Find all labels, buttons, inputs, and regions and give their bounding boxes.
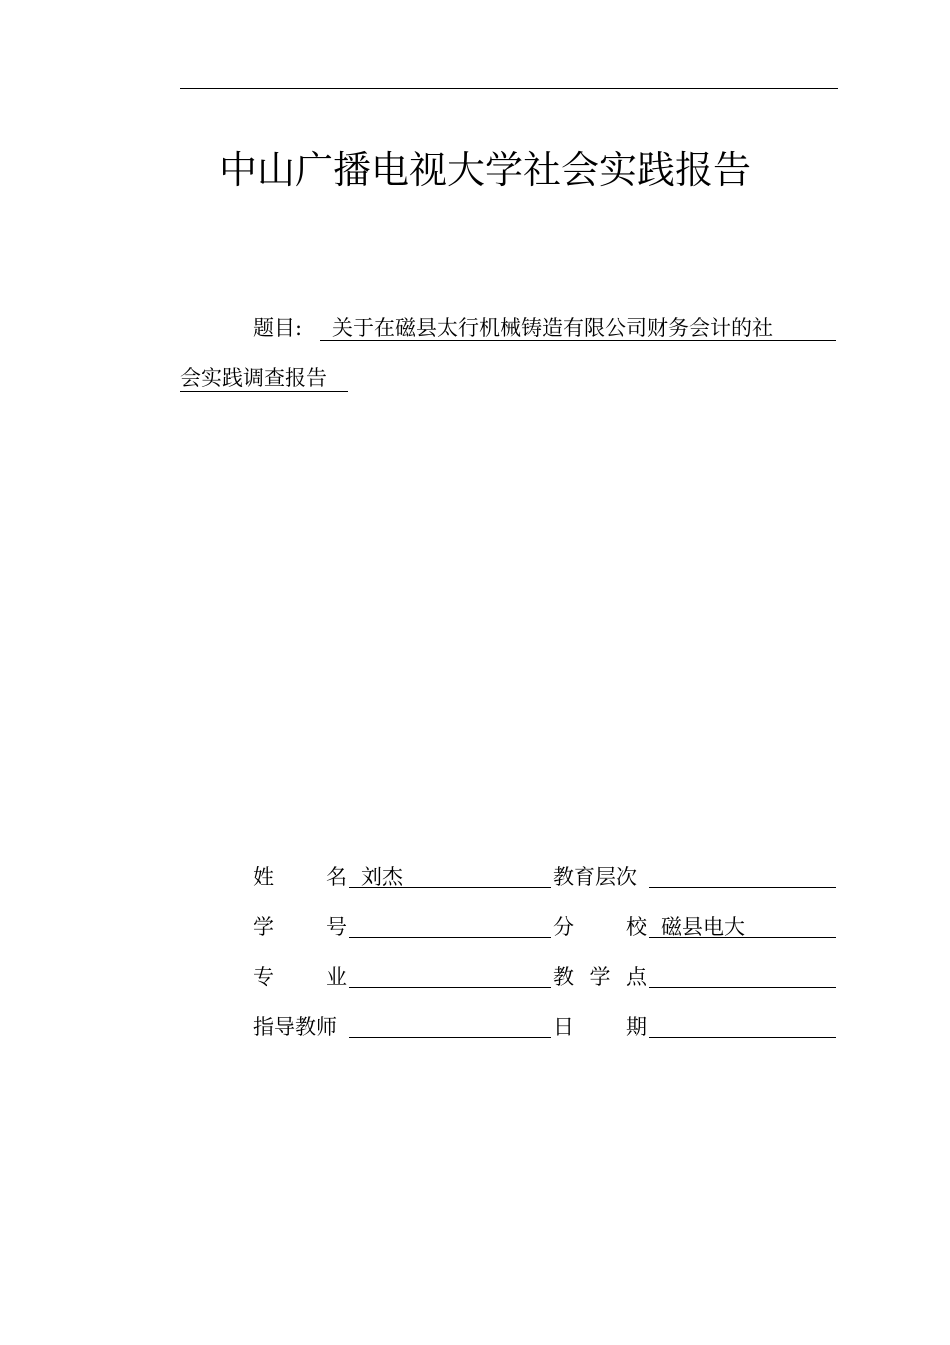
major-field[interactable] [349, 962, 551, 988]
teaching-point-label: 教 学 点 [553, 965, 647, 989]
student-id-label: 学 号 [253, 915, 347, 939]
subject-text-line-2: 会实践调查报告 [180, 362, 348, 392]
advisor-field[interactable] [349, 1012, 551, 1038]
date-label: 日 期 [553, 1015, 647, 1039]
subject-label: 题目: [253, 316, 303, 340]
header-rule [180, 88, 838, 89]
teaching-point-field[interactable] [649, 962, 836, 988]
name-field[interactable]: 刘杰 [349, 862, 551, 888]
date-field[interactable] [649, 1012, 836, 1038]
name-label: 姓 名 [253, 865, 347, 889]
education-level-field[interactable] [649, 862, 836, 888]
document-title: 中山广播电视大学社会实践报告 [218, 148, 751, 192]
branch-school-field[interactable]: 磁县电大 [649, 912, 836, 938]
advisor-label: 指导教师 [253, 1015, 337, 1039]
subject-text-line-1: 关于在磁县太行机械铸造有限公司财务会计的社 [320, 312, 836, 341]
education-level-label: 教育层次 [553, 865, 637, 889]
major-label: 专 业 [253, 965, 347, 989]
branch-school-label: 分 校 [553, 915, 647, 939]
student-id-field[interactable] [349, 912, 551, 938]
